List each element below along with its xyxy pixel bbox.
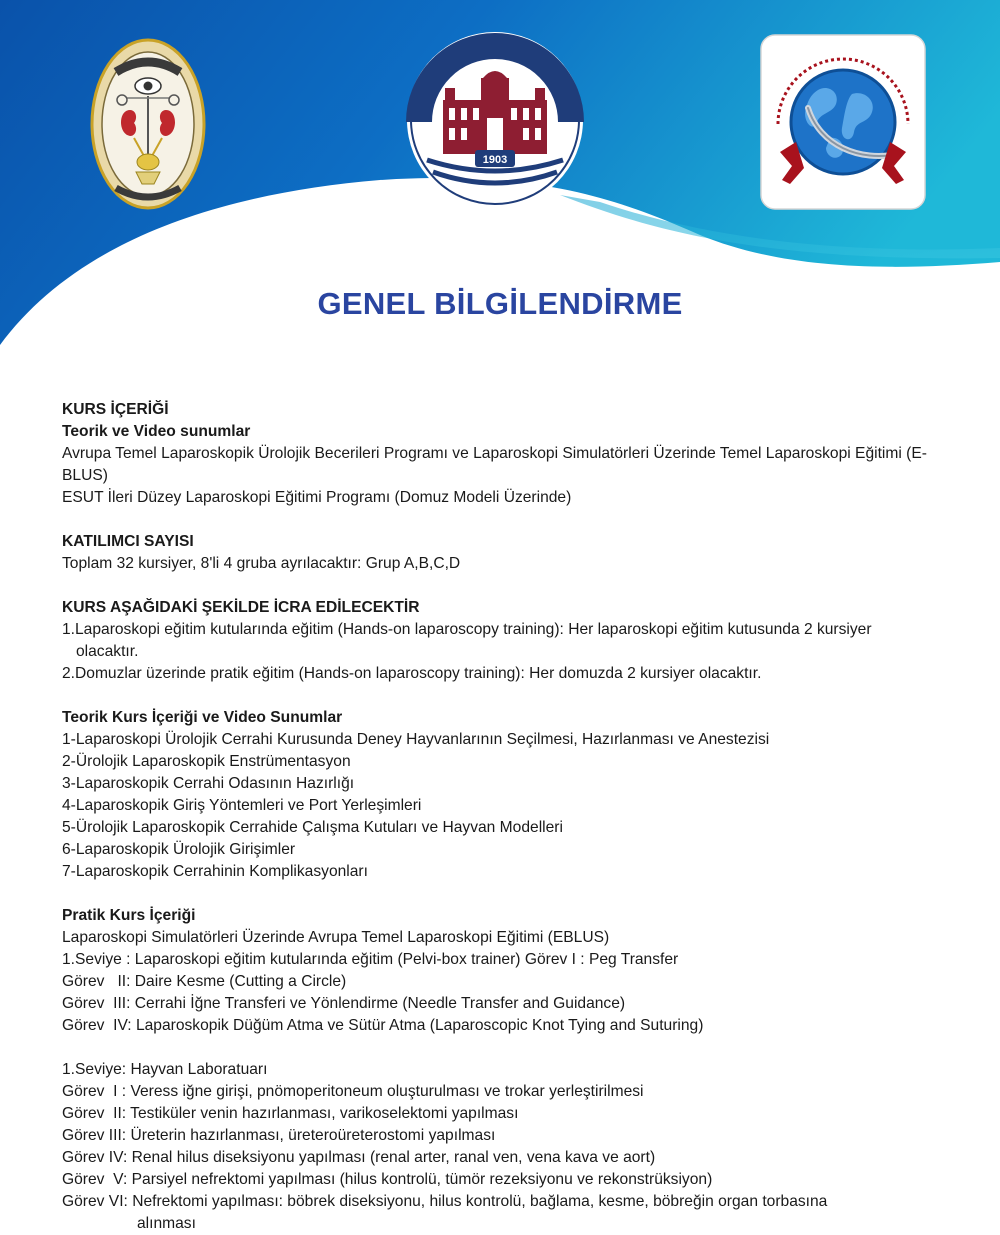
lab-line: Görev V: Parsiyel nefrektomi yapılması (hilus kontrolü, tümör rezeksiyonu ve rekonstrüksiyon) (62, 1171, 713, 1188)
saglik-bilimleri-universitesi-logo-icon (405, 30, 585, 210)
icra-item-1: 1.Laparoskopi eğitim kutularında eğitim (Hands-on laparoscopy training): Her laparoskopi eğitim kutusunda 2 kursiyer (62, 621, 872, 638)
pratik-line: 1.Seviye : Laparoskopi eğitim kutularında eğitim (Pelvi-box trainer) Görev I : Peg Transfer (62, 951, 679, 968)
turk-uroloji-seal-icon (90, 38, 206, 210)
lab-line: Görev IV: Renal hilus diseksiyonu yapılması (renal arter, ranal ven, vena kava ve aort) (62, 1149, 656, 1166)
teorik-item: 1-Laparoskopi Ürolojik Cerrahi Kurusunda Deney Hayvanlarının Seçilmesi, Hazırlanması ve Anestezisi (62, 731, 770, 748)
pratik-line: Görev II: Daire Kesme (Cutting a Circle) (62, 973, 347, 990)
icra-item-1-cont: olacaktır. (76, 643, 139, 660)
pratik-line: Laparoskopi Simulatörleri Üzerinde Avrupa Temel Laparoskopi Eğitimi (EBLUS) (62, 929, 610, 946)
section-heading-teorik: Teorik Kurs İçeriği ve Video Sunumlar (62, 709, 343, 726)
teorik-item: 4-Laparoskopik Giriş Yöntemleri ve Port Yerleşimleri (62, 797, 422, 814)
teorik-item: 7-Laparoskopik Cerrahinin Komplikasyonları (62, 863, 368, 880)
section-heading-kurs-icerigi: KURS İÇERİĞİ (62, 401, 169, 418)
section-heading-pratik: Pratik Kurs İçeriği (62, 907, 196, 924)
teorik-item: 6-Laparoskopik Ürolojik Girişimler (62, 841, 296, 858)
logo-center-year: 1903 (482, 154, 508, 166)
lab-line: Görev I : Veress iğne girişi, pnömoperitoneum oluşturulması ve trokar yerleştirilmesi (62, 1083, 644, 1100)
lab-line-cont: alınması (137, 1215, 196, 1232)
katilimci-text: Toplam 32 kursiyer, 8'li 4 gruba ayrılacaktır: Grup A,B,C,D (62, 555, 461, 572)
teorik-item: 3-Laparoskopik Cerrahi Odasının Hazırlığı (62, 775, 355, 792)
teorik-item: 5-Ürolojik Laparoskopik Cerrahide Çalışma Kutuları ve Hayvan Modelleri (62, 819, 563, 836)
subheading-teorik-video: Teorik ve Video sunumlar (62, 423, 251, 440)
page-title: GENEL BİLGİLENDİRME (317, 286, 683, 321)
lab-line: 1.Seviye: Hayvan Laboratuarı (62, 1061, 268, 1078)
course-line-eblus: Avrupa Temel Laparoskopik Ürolojik Becerileri Programı ve Laparoskopi Simulatörleri Üzerinde Temel Laparoskopi Eğitimi (E-BLUS) (62, 445, 927, 484)
international-laparoscopy-robotic-surgery-association-logo-icon (760, 34, 926, 210)
pratik-line: Görev IV: Laparoskopik Düğüm Atma ve Sütür Atma (Laparoscopic Knot Tying and Suturing) (62, 1017, 704, 1034)
section-heading-katilimci: KATILIMCI SAYISI (62, 533, 194, 550)
pratik-line: Görev III: Cerrahi İğne Transferi ve Yönlendirme (Needle Transfer and Guidance) (62, 995, 626, 1012)
lab-line: Görev II: Testiküler venin hazırlanması, varikoselektomi yapılması (62, 1105, 519, 1122)
section-heading-icra: KURS AŞAĞIDAKİ ŞEKİLDE İCRA EDİLECEKTİR (62, 599, 420, 616)
teorik-item: 2-Ürolojik Laparoskopik Enstrümentasyon (62, 753, 351, 770)
lab-line: Görev VI: Nefrektomi yapılması: böbrek diseksiyonu, hilus kontrolü, bağlama, kesme, böbreğin organ torbasına (62, 1193, 828, 1210)
lab-line: Görev III: Üreterin hazırlanması, üreteroüreterostomi yapılması (62, 1127, 496, 1144)
document-body (62, 399, 942, 1235)
icra-item-2: 2.Domuzlar üzerinde pratik eğitim (Hands-on laparoscopy training): Her domuzda 2 kursiyer olacaktır. (62, 665, 762, 682)
course-line-esut: ESUT İleri Düzey Laparoskopi Eğitimi Programı (Domuz Modeli Üzerinde) (62, 489, 572, 506)
